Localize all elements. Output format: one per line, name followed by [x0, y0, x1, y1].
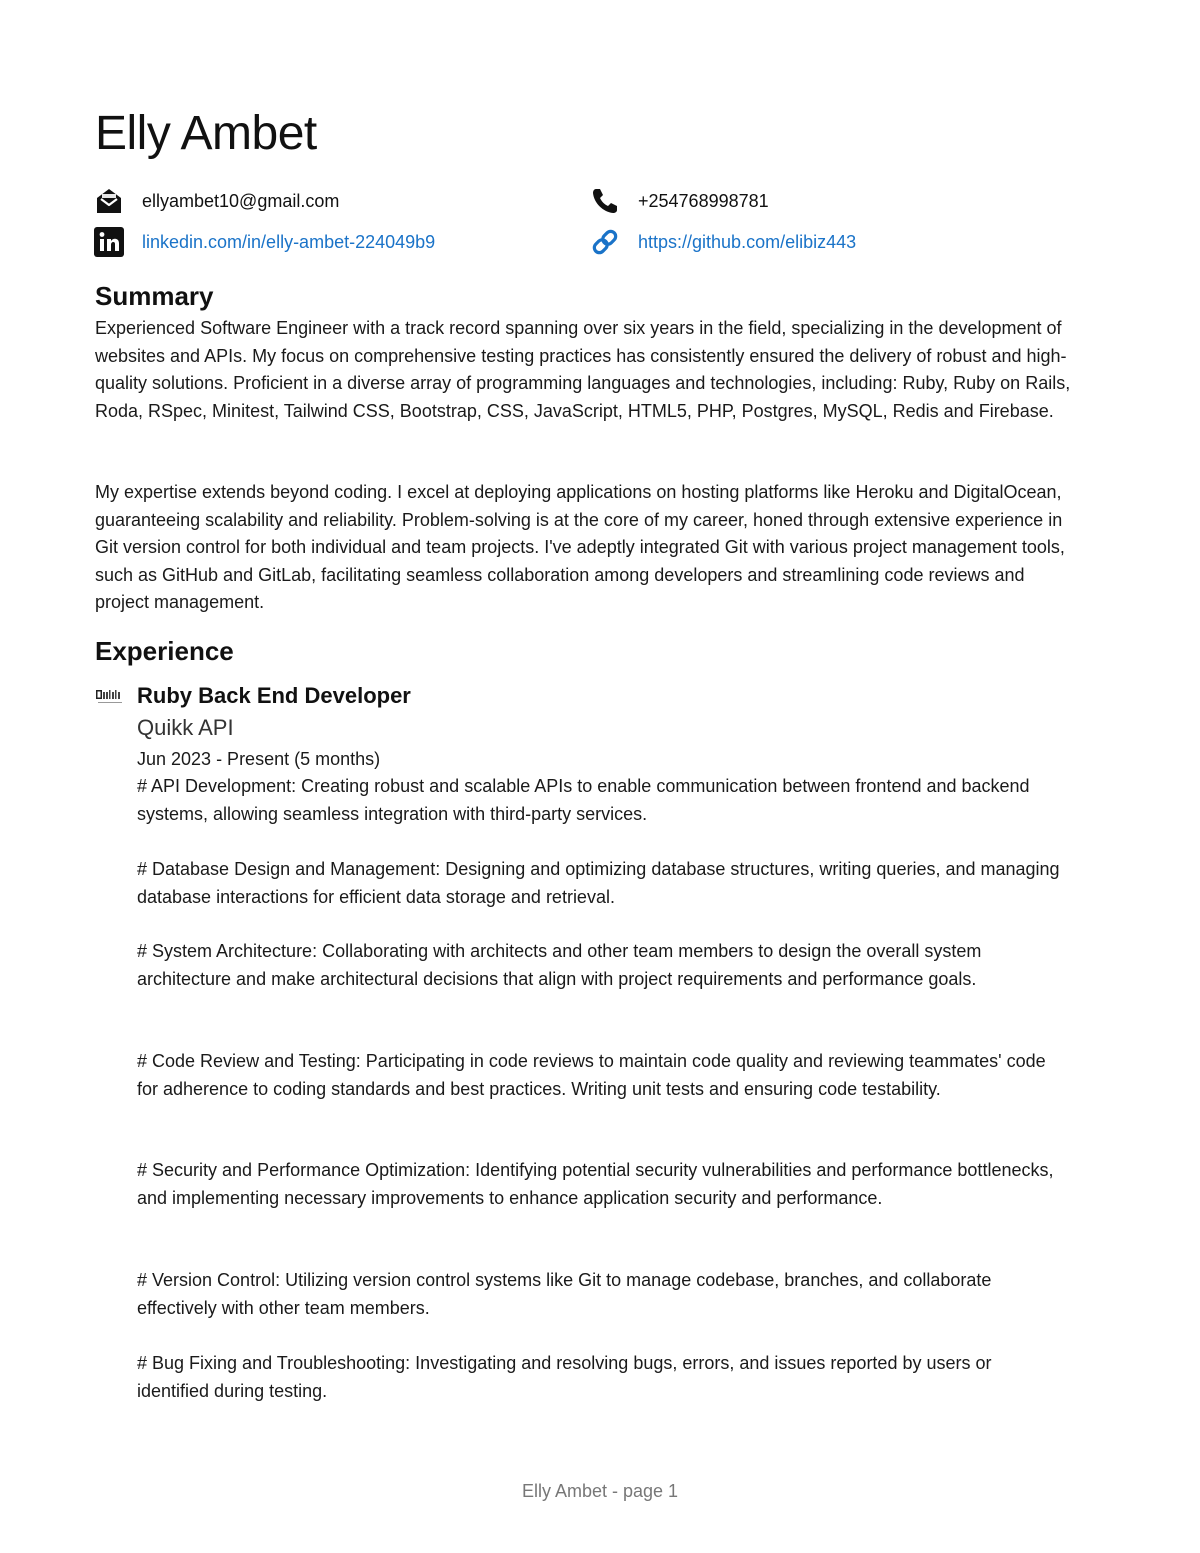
job-title: Ruby Back End Developer	[137, 683, 411, 708]
email-text: ellyambet10@gmail.com	[142, 191, 340, 211]
company-logo-icon	[95, 688, 125, 706]
job-description-item: # API Development: Creating robust and scalable APIs to enable communication between frontend and backend systems, allowing seamless integration with third-party services.	[137, 776, 1030, 824]
candidate-name: Elly Ambet	[95, 107, 317, 160]
summary-paragraph: My expertise extends beyond coding. I excel at deploying applications on hosting platforms like Heroku and DigitalOcean, guaranteeing scalability and reliability. Problem-solving is at the core of my career, honed through extensive experience in Git version control for both individual and team projects. I've adeptly integrated Git with various project management tools, such as GitHub and GitLab, facilitating seamless collaboration among developers and streamlining code reviews and project management.	[95, 482, 1065, 612]
summary-paragraph: Experienced Software Engineer with a track record spanning over six years in the field, specializing in the development of websites and APIs. My focus on comprehensive testing practices has consistently ensured the delivery of robust and high-quality solutions. Proficient in a diverse array of programming languages and technologies, including: Ruby, Ruby on Rails, Roda, RSpec, Minitest, Tailwind CSS, Bootstrap, CSS, JavaScript, HTML5, PHP, Postgres, MySQL, Redis and Firebase.	[95, 318, 1071, 421]
summary-heading: Summary	[95, 281, 214, 311]
envelope-icon	[94, 186, 124, 216]
job-dates: Jun 2023 - Present (5 months)	[137, 749, 381, 769]
contact-email	[94, 186, 339, 216]
page-footer: Elly Ambet - page 1	[521, 1481, 679, 1501]
contact-linkedin[interactable]	[94, 227, 435, 257]
job-description-item: # System Architecture: Collaborating with architects and other team members to design the overall system architecture and make architectural decisions that align with project requirements and performance goals.	[137, 941, 982, 989]
linkedin-link[interactable]: linkedin.com/in/elly-ambet-224049b9	[142, 232, 436, 252]
phone-text: +254768998781	[638, 191, 769, 211]
link-icon	[590, 227, 620, 257]
job-company: Quikk API	[137, 715, 234, 740]
job-description-item: # Security and Performance Optimization: Identifying potential security vulnerabilities and performance bottlenecks, and implementing necessary improvements to enhance application security and performance.	[137, 1160, 1054, 1208]
job-description-item: # Bug Fixing and Troubleshooting: Investigating and resolving bugs, errors, and issues reported by users or identified during testing.	[137, 1353, 992, 1401]
experience-heading: Experience	[95, 636, 234, 666]
job-description-item: # Code Review and Testing: Participating in code reviews to maintain code quality and reviewing teammates' code for adherence to coding standards and best practices. Writing unit tests and ensuring code testability.	[137, 1051, 1046, 1099]
job-description-item: # Database Design and Management: Designing and optimizing database structures, writing queries, and managing database interactions for efficient data storage and retrieval.	[137, 859, 1060, 907]
job-description-item: # Version Control: Utilizing version control systems like Git to manage codebase, branches, and collaborate effectively with other team members.	[137, 1270, 992, 1318]
contact-phone	[590, 186, 769, 216]
contact-github[interactable]	[590, 227, 856, 257]
github-link[interactable]: https://github.com/elibiz443	[638, 232, 857, 252]
linkedin-icon	[94, 227, 124, 257]
phone-icon	[590, 186, 620, 216]
